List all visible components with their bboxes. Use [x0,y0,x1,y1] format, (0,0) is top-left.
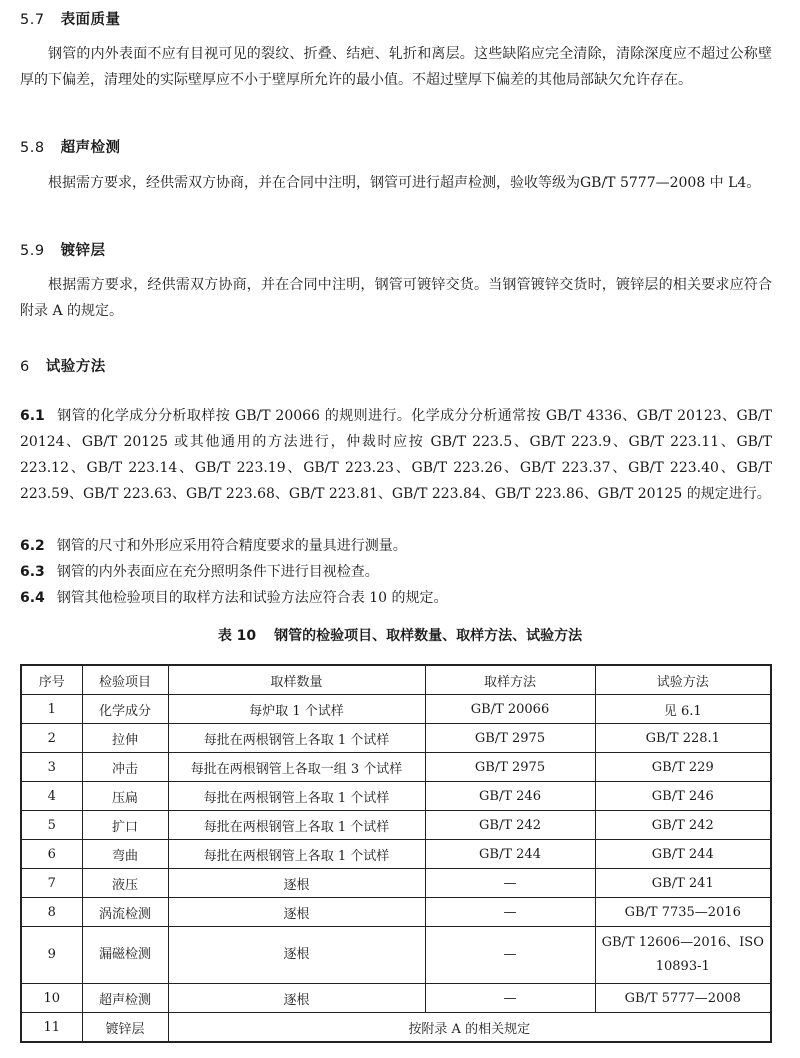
cell-sampling: GB/T 2975 [425,724,595,753]
table-caption [0,625,800,645]
cell-no: 7 [21,869,82,898]
header-item: 检验项目 [82,665,168,695]
section-body-5-9: 根据需方要求，经供需双方协商，并在合同中注明，钢管可镀锌交货。当钢管镀锌交货时，镀锌层的相关要求应符合附录 A 的规定。 [20,277,772,319]
clause-number: 6.1 [20,408,45,424]
cell-test: GB/T 244 [595,840,771,869]
cell-test: GB/T 246 [595,782,771,811]
cell-item: 拉伸 [82,724,168,753]
cell-quantity: 每批在两根钢管上各取一组 3 个试样 [168,753,425,782]
section-title: 试验方法 [45,359,106,375]
cell-no: 1 [21,695,82,724]
cell-sampling: — [425,898,595,927]
cell-quantity: 每炉取 1 个试样 [168,695,425,724]
cell-merged-note: 按附录 A 的相关规定 [168,1013,771,1043]
cell-sampling: GB/T 20066 [425,695,595,724]
table-row [21,898,771,927]
cell-item: 弯曲 [82,840,168,869]
cell-test: GB/T 241 [595,869,771,898]
clause-6-2 [20,533,772,559]
cell-no: 11 [21,1013,82,1043]
cell-no: 2 [21,724,82,753]
table-row [21,869,771,898]
cell-quantity: 每批在两根钢管上各取 1 个试样 [168,811,425,840]
cell-item: 扩口 [82,811,168,840]
clause-text: 钢管的尺寸和外形应采用符合精度要求的量具进行测量。 [56,538,407,554]
table-row [21,724,771,753]
table-row [21,840,771,869]
header-test: 试验方法 [595,665,771,695]
clause-6-3 [20,559,772,585]
table-row [21,984,771,1013]
cell-sampling: — [425,869,595,898]
section-number: 6 [20,359,30,375]
cell-quantity: 逐根 [168,984,425,1013]
cell-quantity: 每批在两根钢管上各取 1 个试样 [168,840,425,869]
cell-test: GB/T 7735—2016 [595,898,771,927]
cell-test: GB/T 12606—2016、ISO 10893-1 [595,927,771,984]
clause-text: 钢管的化学成分分析取样按 GB/T 20066 的规则进行。化学成分分析通常按 GB/T 4336、GB/T 20123、GB/T 20124、GB/T 20125 或其他通用的方法进行，仲裁时应按 GB/T 223.5、GB/T 223.9、GB/T 223.11、GB/T 223.12、GB/T 223.14、GB/T 223.19、GB/T 223.23、GB/T 223.26、GB/T 223.37、GB/T 223.40、GB/T 223.59、GB/T 223.63、GB/T 223.68、GB/T 223.81、GB/T 223.84、GB/T 223.86、GB/T 20125 的规定进行。 [20,408,772,502]
cell-no: 8 [21,898,82,927]
table-row [21,811,771,840]
table-row [21,927,771,984]
cell-item: 冲击 [82,753,168,782]
section-heading-5-7 [20,8,121,29]
section-heading-5-8 [20,136,121,157]
header-sampling: 取样方法 [425,665,595,695]
section-number: 5.8 [20,140,45,156]
cell-quantity: 每批在两根钢管上各取 1 个试样 [168,782,425,811]
clause-text: 钢管的内外表面应在充分照明条件下进行目视检查。 [56,564,379,580]
cell-sampling: GB/T 242 [425,811,595,840]
cell-item: 漏磁检测 [82,927,168,984]
section-title: 镀锌层 [60,243,106,259]
cell-test: GB/T 228.1 [595,724,771,753]
clause-6-1 [20,403,772,507]
section-body-5-7: 钢管的内外表面不应有目视可见的裂纹、折叠、结疤、轧折和离层。这些缺陷应完全清除，清除深度应不超过公称壁厚的下偏差，清理处的实际壁厚应不小于壁厚所允许的最小值。不超过壁厚下偏差的其他局部缺欠允许存在。 [20,46,772,88]
cell-sampling: — [425,984,595,1013]
cell-no: 9 [21,927,82,984]
cell-test: GB/T 242 [595,811,771,840]
cell-test: 见 6.1 [595,695,771,724]
cell-item: 镀锌层 [82,1013,168,1043]
table-header-row [21,665,771,695]
cell-sampling: GB/T 244 [425,840,595,869]
cell-quantity: 逐根 [168,927,425,984]
section-number: 5.7 [20,12,45,28]
table-row [21,695,771,724]
section-number: 5.9 [20,243,45,259]
cell-no: 6 [21,840,82,869]
clause-number: 6.3 [20,564,45,580]
clause-number: 6.2 [20,538,45,554]
cell-no: 5 [21,811,82,840]
cell-test: GB/T 229 [595,753,771,782]
clause-text: 钢管其他检验项目的取样方法和试验方法应符合表 10 的规定。 [56,590,448,606]
cell-item: 液压 [82,869,168,898]
cell-quantity: 逐根 [168,898,425,927]
section-title: 表面质量 [60,12,121,28]
section-heading-5-9 [20,239,106,260]
cell-item: 超声检测 [82,984,168,1013]
cell-sampling: GB/T 2975 [425,753,595,782]
header-no: 序号 [21,665,82,695]
table-row [21,782,771,811]
inspection-table [20,664,772,1043]
cell-item: 涡流检测 [82,898,168,927]
cell-sampling: GB/T 246 [425,782,595,811]
section-title: 超声检测 [60,140,121,156]
cell-test: GB/T 5777—2008 [595,984,771,1013]
clause-6-4 [20,585,772,611]
cell-no: 4 [21,782,82,811]
cell-quantity: 每批在两根钢管上各取 1 个试样 [168,724,425,753]
table-number: 表 10 [217,628,257,644]
cell-sampling: — [425,927,595,984]
cell-item: 化学成分 [82,695,168,724]
table-row [21,1013,771,1043]
table-row [21,753,771,782]
cell-item: 压扁 [82,782,168,811]
cell-no: 10 [21,984,82,1013]
clause-number: 6.4 [20,590,45,606]
section-body-5-8: 根据需方要求，经供需双方协商，并在合同中注明，钢管可进行超声检测，验收等级为GB/T 5777—2008 中 L4。 [48,175,761,191]
header-quantity: 取样数量 [168,665,425,695]
cell-quantity: 逐根 [168,869,425,898]
table-title: 钢管的检验项目、取样数量、取样方法、试验方法 [274,628,583,644]
cell-no: 3 [21,753,82,782]
section-heading-6 [20,355,106,376]
